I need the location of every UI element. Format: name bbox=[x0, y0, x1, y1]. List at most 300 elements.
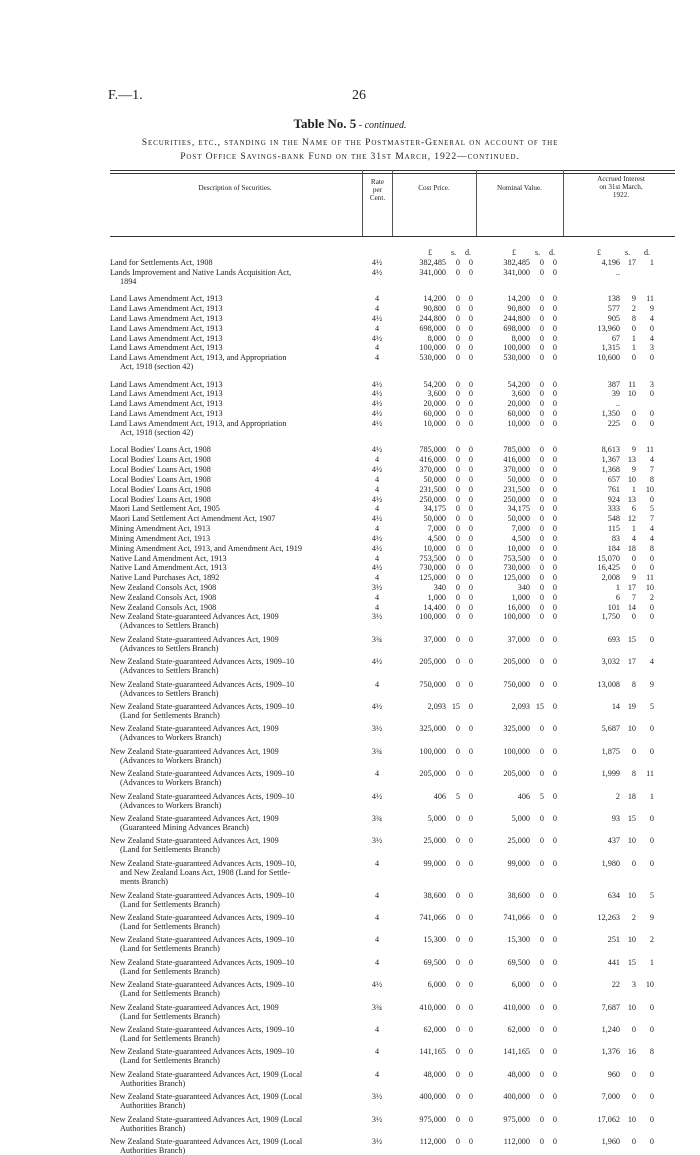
cost-pounds: 15,300 bbox=[423, 935, 446, 945]
accrued-shillings: 8 bbox=[631, 769, 636, 779]
nominal-shillings: 0 bbox=[539, 890, 544, 900]
nominal-shillings: 0 bbox=[539, 533, 544, 543]
cost-pounds: 14,400 bbox=[423, 602, 446, 612]
cost-shillings: 0 bbox=[455, 657, 460, 667]
description-line: New Zealand State-guaranteed Advances Act, 1909 bbox=[110, 634, 279, 644]
nominal-pounds: 250,000 bbox=[503, 494, 530, 504]
cost-pounds: 785,000 bbox=[419, 445, 446, 455]
nominal-shillings: 0 bbox=[539, 267, 544, 277]
nominal-pence: 0 bbox=[552, 343, 557, 353]
cost-pence: 0 bbox=[468, 514, 473, 524]
accrued-pounds: 6 bbox=[615, 592, 620, 602]
security-description bbox=[110, 294, 358, 303]
accrued-shillings: 18 bbox=[627, 791, 636, 801]
accrued-pounds: 67 bbox=[611, 333, 620, 343]
accrued-shillings: 17 bbox=[627, 258, 636, 267]
nominal-pounds: 325,000 bbox=[503, 724, 530, 734]
rate-cell: 3¾ bbox=[371, 814, 383, 823]
cost-pounds: 5,000 bbox=[427, 814, 446, 823]
nominal-pence: 0 bbox=[552, 1047, 557, 1057]
nominal-shillings: 0 bbox=[539, 858, 544, 868]
nominal-pence: 0 bbox=[552, 1069, 557, 1079]
column-header-accrued bbox=[565, 175, 677, 199]
description-line: (Land for Settlements Branch) bbox=[120, 711, 220, 720]
accrued-shillings: 12 bbox=[627, 514, 636, 524]
cost-shillings: 0 bbox=[455, 333, 460, 343]
accrued-pounds: 3,032 bbox=[601, 657, 620, 667]
cost-shillings: 0 bbox=[455, 258, 460, 267]
nominal-shillings: 0 bbox=[539, 543, 544, 553]
cost-shillings: 0 bbox=[455, 957, 460, 967]
rate-cell: 4 bbox=[374, 304, 380, 314]
nominal-shillings: 0 bbox=[539, 323, 544, 333]
nominal-shillings: 0 bbox=[539, 418, 544, 428]
cost-shillings: 5 bbox=[455, 791, 460, 801]
accrued-shillings: 10 bbox=[627, 836, 636, 846]
nominal-pence: 0 bbox=[552, 657, 557, 667]
accrued-pence: 9 bbox=[649, 913, 654, 922]
accrued-pounds: 4,196 bbox=[601, 258, 620, 267]
nominal-pence: 0 bbox=[552, 294, 557, 304]
nominal-shillings: 0 bbox=[539, 389, 544, 399]
rate-cell: 4½ bbox=[371, 409, 383, 419]
accrued-pounds: 1,367 bbox=[601, 455, 620, 465]
security-description bbox=[110, 445, 358, 454]
description-line: (Land for Settlements Branch) bbox=[120, 899, 220, 909]
accrued-pence: 0 bbox=[649, 1092, 654, 1102]
security-description bbox=[110, 747, 358, 765]
column-header-rate-line2: per bbox=[372, 186, 383, 194]
nominal-pounds: 62,000 bbox=[507, 1025, 530, 1034]
accrued-pounds: 16,425 bbox=[597, 563, 620, 573]
nominal-pounds: 975,000 bbox=[503, 1114, 530, 1124]
nominal-shillings: 0 bbox=[539, 573, 544, 583]
rate-cell: 4½ bbox=[371, 563, 383, 573]
unit-pound: £ bbox=[512, 248, 516, 257]
description-line: (Advances to Settlers Branch) bbox=[120, 688, 219, 698]
page-reference: F.—1. bbox=[108, 88, 143, 103]
nominal-pence: 0 bbox=[552, 1092, 557, 1102]
description-line: Land Laws Amendment Act, 1913 bbox=[110, 379, 223, 389]
accrued-shillings: 13 bbox=[627, 494, 636, 504]
column-header-description: Description of Securities. bbox=[198, 184, 272, 192]
rate-cell: 4½ bbox=[371, 389, 383, 399]
cost-pence: 0 bbox=[468, 563, 473, 573]
cost-shillings: 0 bbox=[455, 836, 460, 846]
cost-pence: 0 bbox=[468, 389, 473, 399]
column-header-accrued-line1: Accrued Interest bbox=[597, 175, 645, 183]
cost-pence: 0 bbox=[468, 858, 473, 868]
rate-cell: 4½ bbox=[371, 379, 383, 389]
rate-cell: 4½ bbox=[371, 399, 383, 409]
cost-pounds: 90,800 bbox=[423, 304, 446, 314]
nominal-pence: 0 bbox=[552, 445, 557, 455]
nominal-shillings: 0 bbox=[539, 333, 544, 343]
accrued-pence: 4 bbox=[649, 657, 654, 667]
cost-pence: 0 bbox=[468, 258, 473, 267]
accrued-pence: 4 bbox=[649, 533, 654, 543]
security-description bbox=[110, 353, 358, 371]
nominal-shillings: 0 bbox=[539, 769, 544, 779]
nominal-shillings: 0 bbox=[539, 484, 544, 494]
nominal-pounds: 112,000 bbox=[503, 1137, 530, 1146]
rate-cell: 4 bbox=[374, 935, 380, 945]
nominal-pence: 0 bbox=[552, 1025, 557, 1034]
description-line: Land Laws Amendment Act, 1913 bbox=[110, 409, 223, 419]
accrued-pounds: 960 bbox=[607, 1069, 620, 1079]
nominal-pounds: 530,000 bbox=[503, 353, 530, 363]
accrued-pounds: 2 bbox=[615, 791, 620, 801]
rate-cell: 4 bbox=[374, 504, 380, 514]
description-line: New Zealand State-guaranteed Advances Acts, 1909–10 bbox=[110, 957, 295, 967]
nominal-pounds: 25,000 bbox=[507, 836, 530, 846]
accrued-pounds: 1,750 bbox=[601, 612, 620, 622]
description-line: New Zealand State-guaranteed Advances Act, 1909 (Local bbox=[110, 1069, 303, 1079]
accrued-pence: 0 bbox=[649, 409, 654, 419]
cost-pounds: 382,485 bbox=[419, 258, 446, 267]
rate-cell: 3½ bbox=[371, 836, 383, 846]
security-description bbox=[110, 485, 358, 494]
description-line: (Land for Settlements Branch) bbox=[120, 944, 220, 954]
security-description bbox=[110, 524, 358, 533]
nominal-pounds: 382,485 bbox=[503, 258, 530, 267]
cost-pence: 0 bbox=[468, 323, 473, 333]
accrued-pence: 10 bbox=[645, 980, 654, 990]
cost-shillings: 0 bbox=[455, 814, 460, 823]
nominal-pence: 0 bbox=[552, 573, 557, 583]
nominal-pence: 0 bbox=[552, 980, 557, 990]
cost-pounds: 99,000 bbox=[423, 858, 446, 868]
cost-pence: 0 bbox=[468, 836, 473, 846]
accrued-pounds: 115 bbox=[608, 524, 620, 533]
cost-shillings: 0 bbox=[455, 409, 460, 419]
accrued-shillings: 8 bbox=[631, 679, 636, 689]
description-line: Local Bodies' Loans Act, 1908 bbox=[110, 484, 211, 494]
nominal-pounds: 125,000 bbox=[503, 573, 530, 583]
accrued-shillings: 0 bbox=[631, 858, 636, 868]
rate-cell: 4 bbox=[374, 913, 380, 922]
nominal-pounds: 785,000 bbox=[503, 445, 530, 455]
cost-shillings: 0 bbox=[455, 573, 460, 583]
nominal-pence: 0 bbox=[552, 313, 557, 323]
accrued-shillings: 10 bbox=[627, 1114, 636, 1124]
accrued-pence: 9 bbox=[649, 679, 654, 689]
accrued-pounds: 693 bbox=[607, 634, 620, 644]
nominal-pounds: 15,300 bbox=[507, 935, 530, 945]
cost-pence: 0 bbox=[468, 379, 473, 389]
accrued-pence: 2 bbox=[649, 935, 654, 945]
cost-pounds: 100,000 bbox=[419, 612, 446, 622]
nominal-pence: 0 bbox=[552, 769, 557, 779]
accrued-shillings: 0 bbox=[631, 563, 636, 573]
rate-cell: 4 bbox=[374, 1069, 380, 1079]
security-description bbox=[110, 504, 358, 513]
nominal-shillings: 0 bbox=[539, 935, 544, 945]
description-line: Maori Land Settlement Act, 1905 bbox=[110, 504, 220, 514]
accrued-shillings: 13 bbox=[627, 455, 636, 465]
cost-shillings: 0 bbox=[455, 524, 460, 533]
security-description bbox=[110, 455, 358, 464]
cost-pence: 0 bbox=[468, 980, 473, 990]
cost-shillings: 0 bbox=[455, 494, 460, 504]
accrued-shillings: 0 bbox=[631, 1092, 636, 1102]
nominal-pounds: 100,000 bbox=[503, 746, 530, 756]
description-line: New Zealand State-guaranteed Advances Act, 1909 bbox=[110, 612, 279, 622]
cost-pence: 0 bbox=[468, 724, 473, 734]
accrued-pounds: 93 bbox=[611, 814, 620, 823]
security-description bbox=[110, 1092, 358, 1110]
accrued-pounds: 13,008 bbox=[597, 679, 620, 689]
security-description bbox=[110, 935, 358, 953]
description-line: Land Laws Amendment Act, 1913 bbox=[110, 294, 223, 304]
cost-pence: 0 bbox=[468, 592, 473, 602]
cost-shillings: 0 bbox=[455, 1114, 460, 1124]
nominal-pounds: 370,000 bbox=[503, 465, 530, 474]
description-line: (Advances to Workers Branch) bbox=[120, 800, 222, 810]
nominal-pence: 0 bbox=[552, 746, 557, 756]
security-description bbox=[110, 980, 358, 998]
cost-shillings: 0 bbox=[455, 389, 460, 399]
accrued-pence: 5 bbox=[649, 702, 654, 711]
cost-shillings: 0 bbox=[455, 634, 460, 644]
rate-cell: 3¾ bbox=[371, 634, 383, 644]
description-line: New Zealand State-guaranteed Advances Act, 1909 bbox=[110, 724, 279, 734]
accrued-pounds: 225 bbox=[607, 418, 620, 428]
cost-shillings: 0 bbox=[455, 343, 460, 353]
security-description bbox=[110, 958, 358, 976]
cost-pounds: 34,175 bbox=[423, 504, 446, 514]
cost-pounds: 141,165 bbox=[419, 1047, 446, 1057]
security-description bbox=[110, 814, 358, 832]
cost-pounds: 730,000 bbox=[419, 563, 446, 573]
cost-pence: 0 bbox=[468, 769, 473, 779]
cost-pence: 0 bbox=[468, 543, 473, 553]
accrued-shillings: 0 bbox=[631, 1025, 636, 1034]
cost-pounds: 112,000 bbox=[419, 1137, 446, 1146]
rate-cell: 4½ bbox=[371, 267, 383, 277]
accrued-pence: 4 bbox=[649, 313, 654, 323]
cost-pounds: 1,000 bbox=[427, 592, 446, 602]
accrued-pounds: 83 bbox=[611, 533, 620, 543]
security-description bbox=[110, 534, 358, 543]
accrued-shillings: 7 bbox=[631, 592, 636, 602]
accrued-pounds: .. bbox=[615, 399, 620, 409]
cost-pence: 0 bbox=[468, 353, 473, 363]
accrued-pence: 7 bbox=[649, 514, 654, 524]
cost-pence: 0 bbox=[468, 612, 473, 622]
accrued-pence: 0 bbox=[649, 353, 654, 363]
cost-pence: 0 bbox=[468, 294, 473, 304]
accrued-pounds: 1,999 bbox=[601, 769, 620, 779]
cost-shillings: 0 bbox=[455, 679, 460, 689]
accrued-pounds: 12,263 bbox=[597, 913, 620, 922]
description-line: New Zealand State-guaranteed Advances Act, 1909 (Local bbox=[110, 1092, 303, 1102]
rate-cell: 4 bbox=[374, 592, 380, 602]
accrued-pence: 5 bbox=[649, 504, 654, 514]
cost-pence: 0 bbox=[468, 267, 473, 277]
cost-pounds: 10,000 bbox=[423, 418, 446, 428]
nominal-shillings: 0 bbox=[539, 1047, 544, 1057]
security-description bbox=[110, 258, 358, 267]
nominal-shillings: 0 bbox=[539, 494, 544, 504]
description-line: (Land for Settlements Branch) bbox=[120, 1034, 220, 1043]
nominal-shillings: 0 bbox=[539, 679, 544, 689]
security-description bbox=[110, 1025, 358, 1043]
description-line: (Land for Settlements Branch) bbox=[120, 845, 220, 855]
security-description bbox=[110, 314, 358, 323]
accrued-pence: 1 bbox=[649, 791, 654, 801]
nominal-shillings: 0 bbox=[539, 304, 544, 314]
accrued-pence: 4 bbox=[649, 524, 654, 533]
nominal-pence: 0 bbox=[552, 702, 557, 711]
cost-shillings: 0 bbox=[455, 553, 460, 563]
description-line: 1894 bbox=[120, 276, 137, 286]
cost-pence: 0 bbox=[468, 1025, 473, 1034]
rate-cell: 4 bbox=[374, 679, 380, 689]
accrued-shillings: 9 bbox=[631, 294, 636, 304]
cost-pence: 0 bbox=[468, 343, 473, 353]
rate-cell: 4 bbox=[374, 353, 380, 363]
unit-shillings: s. bbox=[625, 248, 631, 257]
nominal-pounds: 416,000 bbox=[503, 455, 530, 465]
security-description bbox=[110, 304, 358, 313]
accrued-pence: 0 bbox=[649, 1137, 654, 1146]
accrued-pounds: 8,613 bbox=[601, 445, 620, 455]
nominal-pence: 0 bbox=[552, 858, 557, 868]
rate-cell: 3¾ bbox=[371, 1002, 383, 1012]
nominal-pounds: 410,000 bbox=[503, 1002, 530, 1012]
table-title-continued: - continued. bbox=[356, 120, 407, 131]
cost-pence: 0 bbox=[468, 702, 473, 711]
nominal-pence: 0 bbox=[552, 836, 557, 846]
cost-shillings: 0 bbox=[455, 313, 460, 323]
cost-pence: 0 bbox=[468, 494, 473, 504]
accrued-pounds: 1,960 bbox=[601, 1137, 620, 1146]
accrued-shillings: 0 bbox=[631, 1137, 636, 1146]
nominal-pounds: 60,000 bbox=[507, 409, 530, 419]
accrued-shillings: 10 bbox=[627, 724, 636, 734]
nominal-pence: 0 bbox=[552, 379, 557, 389]
cost-pounds: 205,000 bbox=[419, 769, 446, 779]
accrued-shillings: 10 bbox=[627, 474, 636, 484]
cost-pounds: 3,600 bbox=[427, 389, 446, 399]
security-description bbox=[110, 635, 358, 653]
description-line: (Land for Settlements Branch) bbox=[120, 1011, 220, 1021]
security-description bbox=[110, 343, 358, 352]
cost-shillings: 0 bbox=[455, 304, 460, 314]
accrued-pounds: 1,350 bbox=[601, 409, 620, 419]
cost-pounds: 54,200 bbox=[423, 379, 446, 389]
cost-pence: 0 bbox=[468, 1092, 473, 1102]
cost-shillings: 0 bbox=[455, 353, 460, 363]
cost-pence: 0 bbox=[468, 399, 473, 409]
cost-pounds: 250,000 bbox=[419, 494, 446, 504]
accrued-shillings: 15 bbox=[627, 634, 636, 644]
nominal-shillings: 15 bbox=[535, 702, 544, 711]
rate-cell: 4½ bbox=[371, 791, 383, 801]
nominal-shillings: 0 bbox=[539, 1025, 544, 1034]
nominal-shillings: 0 bbox=[539, 1002, 544, 1012]
nominal-pence: 0 bbox=[552, 957, 557, 967]
nominal-pounds: 698,000 bbox=[503, 323, 530, 333]
security-description bbox=[110, 859, 358, 886]
rate-cell: 4½ bbox=[371, 494, 383, 504]
cost-pence: 0 bbox=[468, 445, 473, 455]
accrued-shillings: 8 bbox=[631, 313, 636, 323]
cost-pence: 0 bbox=[468, 602, 473, 612]
description-line: Land Laws Amendment Act, 1913 bbox=[110, 304, 223, 314]
cost-pounds: 10,000 bbox=[423, 543, 446, 553]
column-divider bbox=[476, 170, 477, 236]
rate-cell: 4 bbox=[374, 524, 380, 533]
cost-pence: 0 bbox=[468, 333, 473, 343]
cost-pounds: 8,000 bbox=[427, 333, 446, 343]
cost-shillings: 0 bbox=[455, 592, 460, 602]
nominal-shillings: 0 bbox=[539, 1092, 544, 1102]
security-description bbox=[110, 389, 358, 398]
nominal-pounds: 6,000 bbox=[511, 980, 530, 990]
accrued-shillings: 10 bbox=[627, 1002, 636, 1012]
cost-shillings: 0 bbox=[455, 533, 460, 543]
description-line: Authorities Branch) bbox=[120, 1078, 186, 1088]
nominal-pence: 0 bbox=[552, 724, 557, 734]
cost-pounds: 410,000 bbox=[419, 1002, 446, 1012]
cost-pounds: 69,500 bbox=[423, 957, 446, 967]
nominal-shillings: 0 bbox=[539, 612, 544, 622]
cost-pounds: 2,093 bbox=[427, 702, 446, 711]
cost-pounds: 750,000 bbox=[419, 679, 446, 689]
cost-pounds: 60,000 bbox=[423, 409, 446, 419]
description-line: New Zealand State-guaranteed Advances Acts, 1909–10 bbox=[110, 791, 295, 801]
nominal-pence: 0 bbox=[552, 304, 557, 314]
accrued-pounds: 251 bbox=[607, 935, 620, 945]
security-description bbox=[110, 702, 358, 720]
cost-pence: 0 bbox=[468, 474, 473, 484]
accrued-pence: 11 bbox=[646, 294, 654, 304]
cost-shillings: 0 bbox=[455, 890, 460, 900]
unit-shillings: s. bbox=[535, 248, 541, 257]
description-line: Land Laws Amendment Act, 1913, and Appropriation bbox=[110, 418, 287, 428]
nominal-pence: 0 bbox=[552, 353, 557, 363]
accrued-pence: 0 bbox=[649, 612, 654, 622]
rate-cell: 4 bbox=[374, 1047, 380, 1057]
accrued-pounds: 5,687 bbox=[601, 724, 620, 734]
cost-pence: 0 bbox=[468, 890, 473, 900]
description-line: (Advances to Settlers Branch) bbox=[120, 643, 219, 653]
cost-pounds: 406 bbox=[433, 791, 446, 801]
unit-pence: d. bbox=[549, 248, 555, 257]
rate-cell: 4 bbox=[374, 484, 380, 494]
cost-pounds: 20,000 bbox=[423, 399, 446, 409]
accrued-pence: 5 bbox=[649, 890, 654, 900]
nominal-pounds: 100,000 bbox=[503, 343, 530, 353]
nominal-pence: 0 bbox=[552, 814, 557, 823]
nominal-shillings: 0 bbox=[539, 836, 544, 846]
accrued-pounds: 634 bbox=[607, 890, 620, 900]
security-description bbox=[110, 1137, 358, 1155]
cost-shillings: 0 bbox=[455, 504, 460, 514]
accrued-shillings: 0 bbox=[631, 612, 636, 622]
accrued-shillings: 0 bbox=[631, 353, 636, 363]
accrued-shillings: 2 bbox=[631, 913, 636, 922]
cost-pence: 0 bbox=[468, 957, 473, 967]
accrued-pence: 0 bbox=[649, 634, 654, 644]
security-description bbox=[110, 334, 358, 343]
column-header-rate-line3: Cent. bbox=[369, 194, 386, 202]
unit-pound: £ bbox=[597, 248, 601, 257]
nominal-pounds: 37,000 bbox=[507, 634, 530, 644]
rate-cell: 3½ bbox=[371, 1114, 383, 1124]
